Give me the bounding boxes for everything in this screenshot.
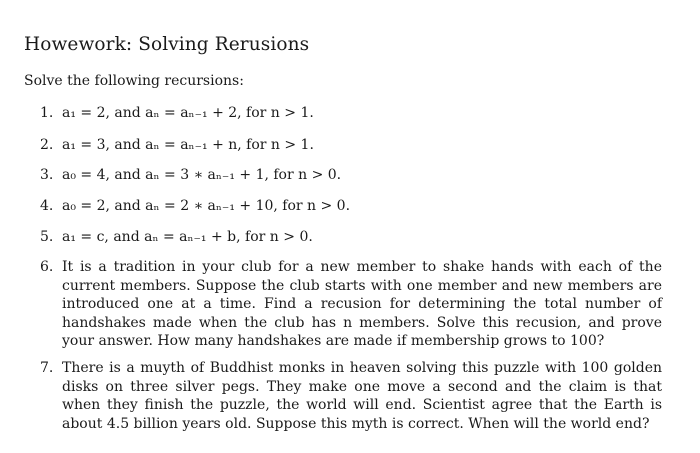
problem-text: a₀ = 4, and aₙ = 3 ∗ aₙ₋₁ + 1, for n > 0. (62, 167, 342, 183)
problem-number: 4. (40, 198, 54, 214)
page-title: Howework: Solving Rerusions (24, 34, 310, 55)
problem-text: There is a muyth of Buddhist monks in heaven solving this puzzle with 100 golden disks on three silver pegs. They make one move a second and the claim is that when they finish the puzzle, the world will end. Scientist agree that the Earth is about 4.5 billion years old. Suppose this myth is correct. When will the world end? (62, 360, 662, 432)
problem-number: 3. (40, 167, 54, 183)
problem-text: a₁ = 2, and aₙ = aₙ₋₁ + 2, for n > 1. (62, 105, 314, 121)
problem-text: It is a tradition in your club for a new member to shake hands with each of the current members. Suppose the club starts with one member and new members are introduced one at a time. Find a recusion for determining the total number of handshakes made when the club has n members. Solve this recusion, and prove your answer. How many handshakes are made if membership grows to 100? (62, 259, 662, 350)
problem-text: a₀ = 2, and aₙ = 2 ∗ aₙ₋₁ + 10, for n > 0. (62, 198, 351, 214)
problem-number: 7. (40, 360, 54, 376)
problem-number: 2. (40, 137, 54, 153)
instructions: Solve the following recursions: (24, 73, 244, 89)
problem-number: 1. (40, 105, 54, 121)
problem-number: 5. (40, 229, 54, 245)
problem-text: a₁ = c, and aₙ = aₙ₋₁ + b, for n > 0. (62, 229, 313, 245)
problem-number: 6. (40, 259, 54, 275)
problem-text: a₁ = 3, and aₙ = aₙ₋₁ + n, for n > 1. (62, 137, 314, 153)
